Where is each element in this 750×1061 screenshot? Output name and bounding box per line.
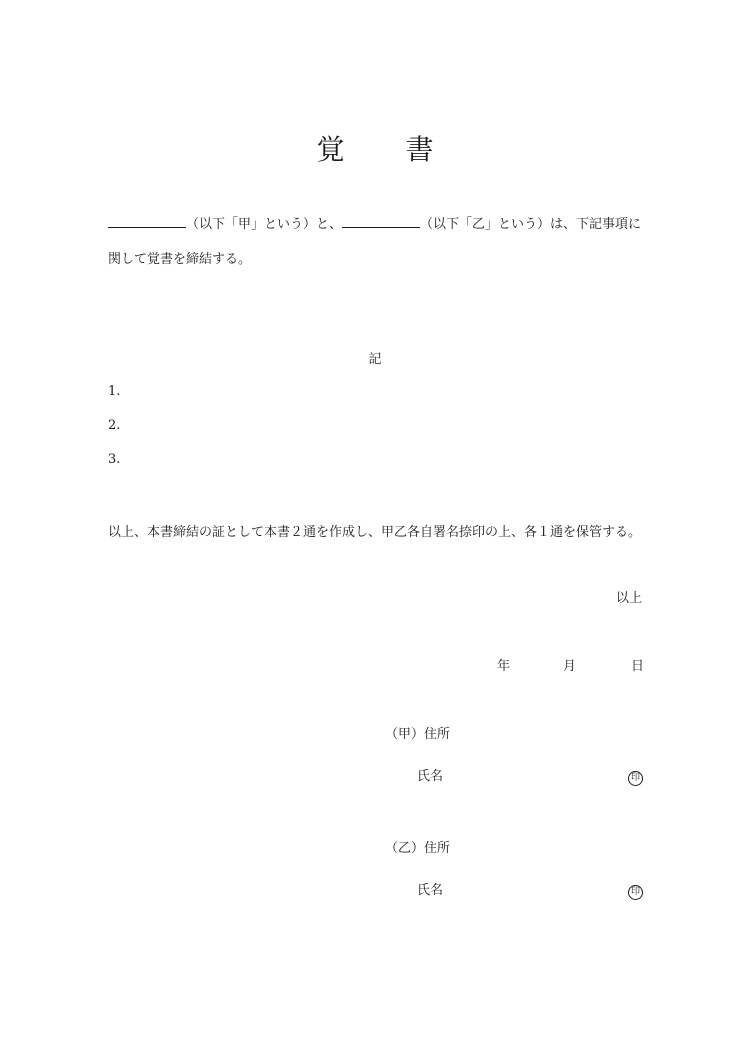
month-label: 月 bbox=[563, 659, 577, 674]
item-3: 3. bbox=[108, 452, 121, 467]
party-b-address-label: （乙）住所 bbox=[385, 841, 451, 856]
party-b-seal-icon bbox=[628, 879, 643, 900]
party-a-name-label: 氏名 bbox=[417, 769, 444, 784]
closing-text: 以上、本書締結の証として本書２通を作成し、甲乙各自署名捺印の上、各１通を保管する。 bbox=[108, 525, 642, 540]
document-title: 覚 書 bbox=[316, 133, 460, 166]
party-a-seal-mark: 印 bbox=[628, 771, 643, 786]
ki-heading: 記 bbox=[368, 352, 382, 367]
party-a-seal-icon bbox=[628, 765, 643, 786]
item-1: 1. bbox=[108, 384, 121, 399]
party-a-blank[interactable] bbox=[108, 214, 186, 228]
intro-part-1: （以下「甲」という）と、 bbox=[186, 217, 343, 232]
intro-part-2: （以下「乙」という）は、下記事項に bbox=[420, 217, 642, 232]
party-b-blank[interactable] bbox=[342, 214, 420, 228]
ijo-text: 以上 bbox=[615, 591, 642, 606]
day-label: 日 bbox=[631, 659, 645, 674]
item-2: 2. bbox=[108, 418, 121, 433]
party-b-name-label: 氏名 bbox=[417, 883, 444, 898]
intro-line-2: 関して覚書を締結する。 bbox=[108, 252, 252, 267]
party-a-address-label: （甲）住所 bbox=[385, 727, 451, 742]
intro-line-1 bbox=[108, 213, 641, 232]
year-label: 年 bbox=[497, 659, 511, 674]
party-b-seal-mark: 印 bbox=[628, 885, 643, 900]
